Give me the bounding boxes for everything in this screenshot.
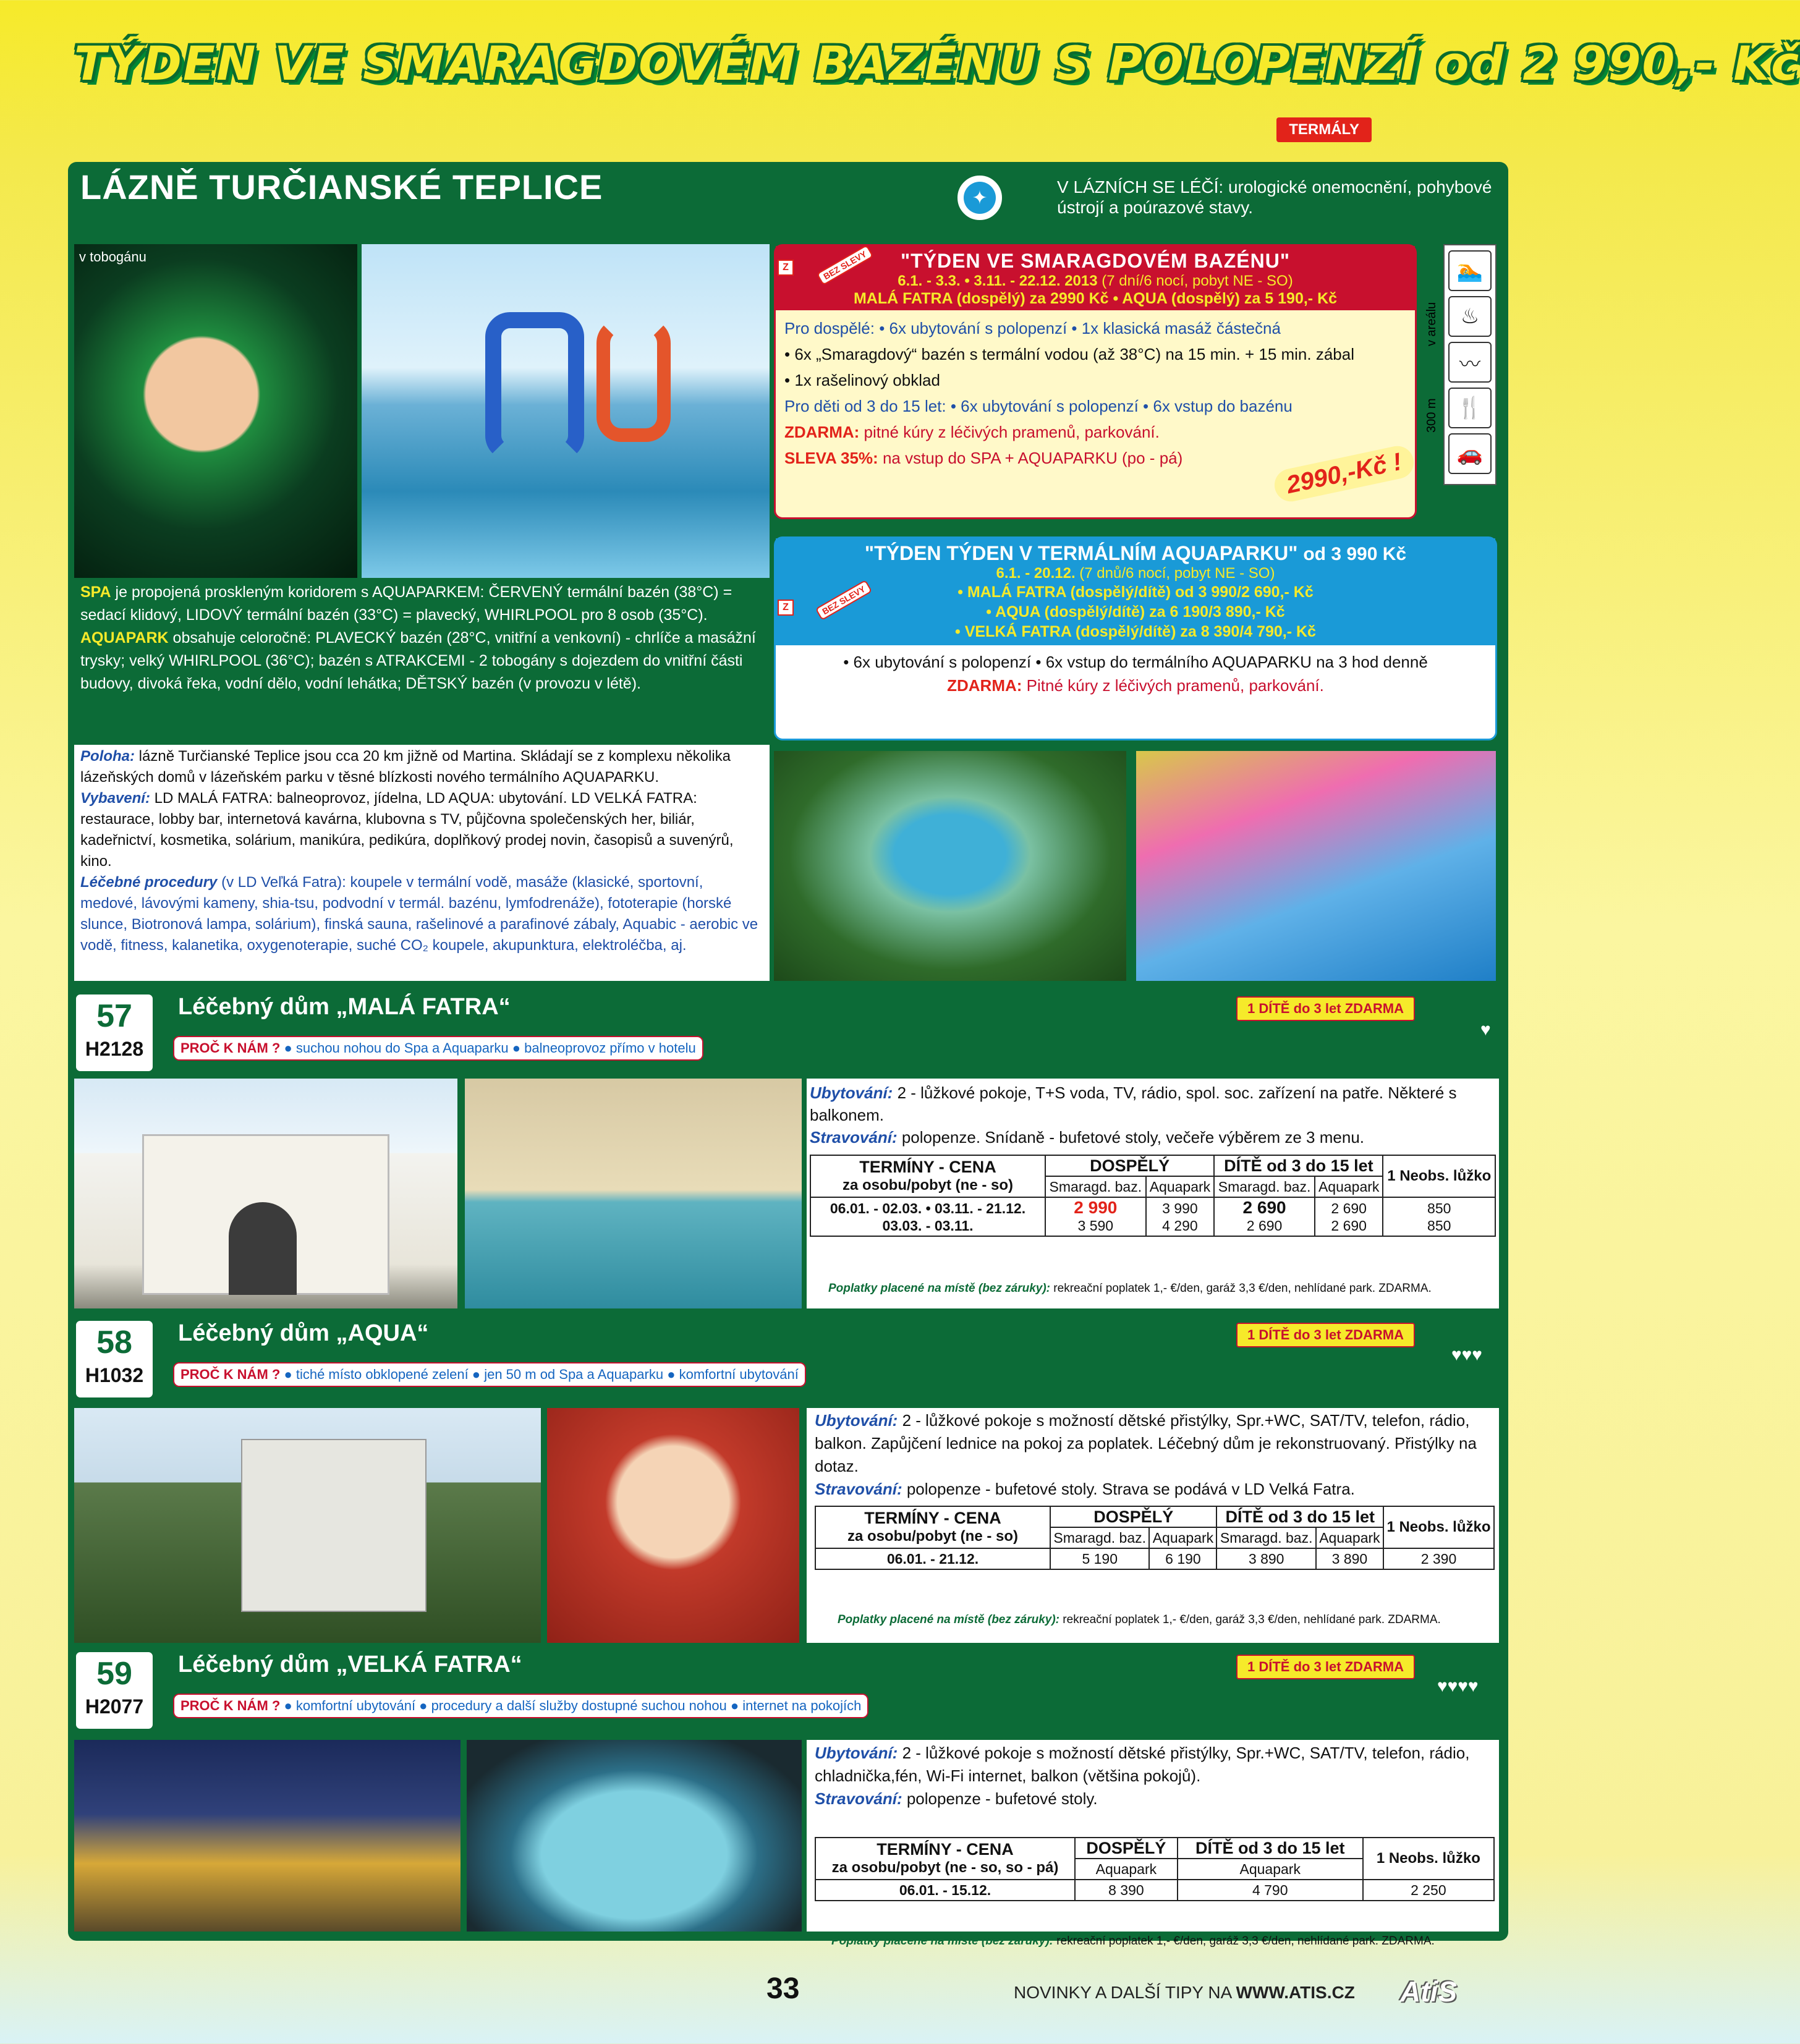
offer1-line: • 6x „Smaragdový“ bazén s termální vodou (až 38°C) na 15 min. + 15 min. zábal (784, 345, 1354, 363)
table-row: 06.01. - 02.03. • 03.11. - 21.12. 03.03. - 03.11. 2 990 3 590 3 990 4 290 2 690 2 690 2 690 2 690 850 850 (810, 1197, 1495, 1236)
in-area-label: v areálu (1425, 302, 1438, 346)
hotel-info: Ubytování: 2 - lůžkové pokoje, T+S voda, TV, rádio, spol. soc. zařízení na patře. Některé s balkonem. Stravování: polopenze. Snídaně - bufetové stoly, večeře výběrem ze 3 menu. (810, 1083, 1457, 1147)
facility-icons (1443, 244, 1496, 485)
hotel-name: Léčebný dům „MALÁ FATRA“ (178, 994, 511, 1020)
offer-emerald-pool: "TÝDEN VE SMARAGDOVÉM BAZÉNU" 6.1. - 3.3. • 3.11. - 22.12. 2013 (7 dní/6 nocí, pobyt NE - SO) MALÁ FATRA (dospělý) za 2990 Kč • AQUA (dospělý) za 5 190,- Kč Pro dospělé: • 6x ubytování s polopenzí • 1x klasická masáž částečná • 6x „Smaragdový“ bazén s termální vodou (až 38°C) na 15 min. + 15 min. zábal • 1x rašelinový obklad Pro děti od 3 do 15 let: • 6x ubytování s polopenzí • 6x vstup do bazénu ZDARMA: pitné kúry z léčivých pramenů, parkování. SLEVA 35%: na vstup do SPA + AQUAPARKU (po - pá) (774, 244, 1417, 519)
kid-free-badge: 1 DÍTĚ do 3 let ZDARMA (1236, 1655, 1415, 1679)
footer-text: NOVINKY A DALŠÍ TIPY NA WWW.ATIS.CZ (1014, 1983, 1355, 2002)
kid-free-badge: 1 DÍTĚ do 3 let ZDARMA (1236, 996, 1415, 1021)
price-burst: 2990,-Kč ! (1271, 443, 1417, 504)
hotel-number-57: 57 H2128 (74, 993, 155, 1073)
table-row: 06.01. - 21.12. 5 190 6 190 3 890 3 890 2 390 (815, 1548, 1494, 1569)
hotel-name: Léčebný dům „VELKÁ FATRA“ (178, 1652, 522, 1677)
offer1-line: Pro dospělé: • 6x ubytování s polopenzí • 1x klasická masáž částečná (784, 319, 1281, 337)
offer2-price: • VELKÁ FATRA (dospělý/dítě) za 8 390/4 790,- Kč (955, 623, 1316, 640)
photo-rose-bath (547, 1408, 799, 1643)
cures-text: V LÁZNÍCH SE LÉČÍ: urologické onemocnění, pohybové ústrojí a poúrazové stavy. (1057, 177, 1492, 217)
rating-hearts: ♥ (1480, 1020, 1491, 1039)
no-discount-badge: BEZ SLEVY (815, 580, 872, 621)
restaurant-icon: 🍴 (1448, 388, 1492, 428)
distance-label: 300 m (1425, 398, 1438, 433)
hotel-info: Ubytování: 2 - lůžkové pokoje s možností dětské přistýlky, Spr.+WC, SAT/TV, telefon, rádio, balkon. Zapůjčení lednice na pokoj za poplatek. Léčebný dům je rekonstruovaný. Přistýlky na dotaz. Stravování: polopenze - bufetové stoly. Strava se podává v LD Velká Fatra. (815, 1411, 1477, 1498)
why-us: PROČ K NÁM ? ● suchou nohou do Spa a Aquaparku ● balneoprovoz přímo v hotelu (173, 1036, 703, 1061)
no-discount-badge: BEZ SLEVY (817, 245, 873, 286)
photo-slide-people (1136, 751, 1496, 981)
z-mark: Z (778, 260, 794, 276)
kid-free-badge: 1 DÍTĚ do 3 let ZDARMA (1236, 1323, 1415, 1347)
photo-whirlpool (467, 1740, 802, 1932)
local-fees: Poplatky placené na místě (bez záruky): rekreační poplatek 1,- €/den, garáž 3,3 €/den, nehlídané park. ZDARMA. (828, 1282, 1432, 1295)
offer1-prices: MALÁ FATRA (dospělý) za 2990 Kč • AQUA (dospělý) za 5 190,- Kč (853, 290, 1338, 307)
offer-thermal-aquapark: "TÝDEN TÝDEN V TERMÁLNÍM AQUAPARKU" od 3 990 Kč 6.1. - 20.12. (7 dnů/6 nocí, pobyt NE - SO) • MALÁ FATRA (dospělý/dítě) od 3 990/2 690,- Kč • AQUA (dospělý/dítě) za 6 190/3 890,- Kč • VELKÁ FATRA (dospělý/dítě) za 8 390/4 790,- Kč • 6x ubytování s polopenzí • 6x vstup do termálního AQUAPARKU na 3 hod denně ZDARMA: Pitné kúry z léčivých pramenů, parkování. (774, 536, 1497, 740)
photo-velka-fatra (74, 1740, 461, 1932)
thermal-icon: ♨ (1448, 296, 1492, 337)
car-icon: 🚗 (1448, 433, 1492, 474)
cure-icon: ✦ (955, 173, 1004, 223)
local-fees: Poplatky placené na místě (bez záruky): rekreační poplatek 1,- €/den, garáž 3,3 €/den, nehlídané park. ZDARMA. (838, 1613, 1441, 1626)
hotel-number-58: 58 H1032 (74, 1319, 155, 1399)
location-text: Poloha: lázně Turčianské Teplice jsou cca 20 km jižně od Martina. Skládají se z komplexu několika lázeňských domů v lázeňském parku v těsné blízkosti nového termálního AQUAPARKU. Vybavení: LD MALÁ FATRA: balneoprovoz, jídelna, LD AQUA: ubytování. LD VELKÁ FATRA: restaurace, lobby bar, internetová kavárna, klubovna s TV, půjčovna společenských her, biliár, kadeřnictví, kosmetika, solárium, manikúra, pedikúra, doplňkový prodej novin, časopisů a suvenýrů, kino. Léčebné procedury (v LD Veľká Fatra): koupele v termální vodě, masáže (klasické, sportovní, medové, lávovými kameny, shia-tsu, podvodní v termál. bazénu, lymfodrenáže), fototerapie (horské slunce, Biotronová lampa, solárium), finská sauna, rašelinové a parafinové zábaly, Aquabic - aerobic ve vodě, fitness, kalanetika, oxygenoterapie, suché CO₂ koupele, akupunktura, elektroléčba, aj. (80, 748, 758, 954)
resort-title: LÁZNĚ TURČIANSKÉ TEPLICE (80, 168, 603, 206)
photo-mala-fatra (74, 1079, 457, 1308)
rating-hearts: ♥♥♥♥ (1437, 1676, 1479, 1695)
table-row: 06.01. - 15.12. 8 390 4 790 2 250 (815, 1880, 1494, 1901)
offer1-dates: 6.1. - 3.3. • 3.11. - 22.12. 2013 (898, 273, 1098, 289)
offer2-price: • MALÁ FATRA (dospělý/dítě) od 3 990/2 690,- Kč (957, 583, 1314, 601)
photo-aerial (774, 751, 1126, 981)
photo-tobogan (74, 244, 357, 578)
offer2-price: • AQUA (dospělý/dítě) za 6 190/3 890,- Kč (986, 603, 1285, 621)
price-table: TERMÍNY - CENA za osobu/pobyt (ne - so) DOSPĚLÝ DÍTĚ od 3 do 15 let 1 Neobs. lůžko Smaragd. baz. Aquapark Smaragd. baz. Aquapark 06.01. - 21.12. 5 190 6 190 3 890 3 890 2 390 (815, 1506, 1495, 1570)
atis-logo: AtiS (1400, 1975, 1457, 2008)
hotel-info: Ubytování: 2 - lůžkové pokoje s možností dětské přistýlky, Spr.+WC, SAT/TV, telefon, rádio, chladnička,fén, Wi-Fi internet, balkon (většina pokojů). Stravování: polopenze - bufetové stoly. (815, 1744, 1470, 1808)
photo-aqua (74, 1408, 541, 1643)
offer1-title: "TÝDEN VE SMARAGDOVÉM BAZÉNU" (900, 250, 1291, 272)
spa-description: SPA je propojená proskleným koridorem s AQUAPARKEM: ČERVENÝ termální bazén (38°C) = sedací klidový, LIDOVÝ termální bazén (33°C) = plavecký, WHIRLPOOL pro 8 osob (35°C). AQUAPARK obsahuje celoročně: PLAVECKÝ bazén (28°C, vnitřní a venkovní) - chrlíče a masážní trysky; velký WHIRLPOOL (36°C); bazén s ATRAKCEMI - 2 tobogány s dojezdem do vnitřní části budovy, divoká řeka, vodní dělo, vodní lehátka; DĚTSKÝ bazén (v provozu v létě). (80, 583, 756, 692)
local-fees: Poplatky placené na místě (bez záruky): rekreační poplatek 1,- €/den, garáž 3,3 €/den, nehlídané park. ZDARMA. (831, 1935, 1435, 1948)
offer1-line: • 1x rašelinový obklad (784, 371, 940, 389)
hotel-number-59: 59 H2077 (74, 1650, 155, 1731)
why-us: PROČ K NÁM ? ● komfortní ubytování ● procedury a další služby dostupné suchou nohou ● internet na pokojích (173, 1694, 868, 1718)
price-table: TERMÍNY - CENA za osobu/pobyt (ne - so, so - pá) DOSPĚLÝ DÍTĚ od 3 do 15 let 1 Neobs. lůžko Aquapark Aquapark 06.01. - 15.12. 8 390 4 790 2 250 (815, 1837, 1495, 1901)
rating-hearts: ♥♥♥ (1451, 1345, 1482, 1364)
price-table: TERMÍNY - CENA za osobu/pobyt (ne - so) DOSPĚLÝ DÍTĚ od 3 do 15 let 1 Neobs. lůžko Smaragd. baz. Aquapark Smaragd. baz. Aquapark 06.01. - 02.03. • 03.11. - 21.12. 03.03. - 03.11. 2 990 3 590 3 990 4 290 2 690 2 690 2 690 2 690 850 850 (810, 1155, 1496, 1237)
slide-icon: 〰 (1448, 342, 1492, 383)
offer1-line: Pro děti od 3 do 15 let: • 6x ubytování s polopenzí • 6x vstup do bazénu (784, 397, 1293, 415)
photo-caption: v tobogánu (79, 249, 146, 265)
why-us: PROČ K NÁM ? ● tiché místo obklopené zelení ● jen 50 m od Spa a Aquaparku ● komfortní ubytování (173, 1362, 806, 1387)
footer-link[interactable]: WWW.ATIS.CZ (1236, 1983, 1355, 2002)
hotel-name: Léčebný dům „AQUA“ (178, 1320, 429, 1346)
swimmer-icon: 🏊 (1448, 250, 1492, 291)
photo-pool-hall (465, 1079, 802, 1308)
photo-aquapark (362, 244, 770, 578)
page-number: 33 (766, 1972, 800, 2005)
z-mark: Z (778, 600, 794, 616)
category-tag: TERMÁLY (1276, 117, 1372, 142)
page-headline: TÝDEN VE SMARAGDOVÉM BAZÉNU S POLOPENZÍ od 2 990,- Kč (74, 36, 1800, 91)
offer2-title: "TÝDEN TÝDEN V TERMÁLNÍM AQUAPARKU" (864, 542, 1298, 564)
